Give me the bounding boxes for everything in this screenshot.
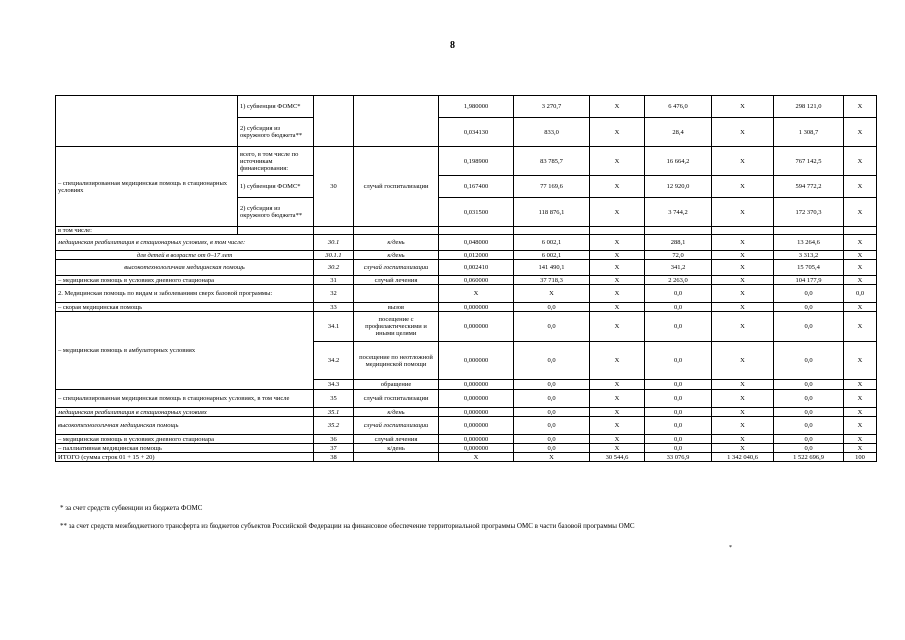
value-cell: 0,0 [514, 417, 590, 435]
value-cell: 0,0 [645, 417, 712, 435]
unit-cell [354, 96, 439, 147]
table-row [56, 260, 877, 276]
value-cell: Х [712, 276, 774, 285]
value-cell: 12 920,0 [645, 176, 712, 198]
value-cell: 0,000000 [439, 444, 514, 453]
value-cell: Х [590, 147, 645, 176]
table-row [56, 417, 877, 435]
value-cell: 0,0 [774, 417, 844, 435]
empty-cell [314, 227, 354, 235]
value-cell: Х [712, 147, 774, 176]
value-cell: 13 264,6 [774, 235, 844, 251]
category-cell: 2. Медицинская помощь по видам и заболеваниям сверх базовой программы: [56, 285, 314, 303]
category-cell: ИТОГО (сумма строк 01 + 15 + 20) [56, 453, 314, 462]
value-cell: Х [712, 312, 774, 342]
value-cell: Х [712, 260, 774, 276]
value-cell: Х [844, 147, 877, 176]
value-cell: 0,002410 [439, 260, 514, 276]
empty-cell [774, 227, 844, 235]
row-number-cell: 36 [314, 435, 354, 444]
unit-cell [354, 453, 439, 462]
value-cell: 0,031500 [439, 198, 514, 227]
value-cell: 15 705,4 [774, 260, 844, 276]
value-cell: 0,0 [645, 285, 712, 303]
value-cell: Х [712, 251, 774, 260]
value-cell: Х [712, 342, 774, 380]
value-cell: Х [712, 417, 774, 435]
value-cell: Х [844, 176, 877, 198]
value-cell: 3 270,7 [514, 96, 590, 118]
value-cell: 83 785,7 [514, 147, 590, 176]
value-cell: 767 142,5 [774, 147, 844, 176]
category-cell [56, 96, 238, 147]
value-cell: 0,0 [645, 303, 712, 312]
value-cell: Х [844, 417, 877, 435]
value-cell: Х [590, 303, 645, 312]
value-cell: Х [514, 285, 590, 303]
value-cell: 3 313,2 [774, 251, 844, 260]
value-cell: Х [590, 251, 645, 260]
value-cell: Х [590, 96, 645, 118]
value-cell: 3 744,2 [645, 198, 712, 227]
value-cell: 0,0 [645, 435, 712, 444]
value-cell: 1 308,7 [774, 118, 844, 147]
value-cell: 0,048000 [439, 235, 514, 251]
value-cell: 0,0 [645, 408, 712, 417]
row-number-cell: 34.3 [314, 380, 354, 390]
category-cell: – скорая медицинская помощь [56, 303, 314, 312]
value-cell: Х [844, 276, 877, 285]
value-cell: 0,0 [774, 380, 844, 390]
value-cell: 298 121,0 [774, 96, 844, 118]
value-cell: 0,000000 [439, 417, 514, 435]
table-row [56, 312, 877, 342]
value-cell: 6 476,0 [645, 96, 712, 118]
value-cell: 37 718,3 [514, 276, 590, 285]
value-cell: 0,0 [774, 285, 844, 303]
empty-cell [645, 227, 712, 235]
table-row [56, 235, 877, 251]
value-cell: Х [590, 312, 645, 342]
value-cell: Х [590, 417, 645, 435]
value-cell: Х [844, 408, 877, 417]
value-cell: 0,0 [514, 303, 590, 312]
value-cell: Х [844, 251, 877, 260]
table-row [56, 408, 877, 417]
table-row [56, 276, 877, 285]
value-cell: 1 342 040,6 [712, 453, 774, 462]
value-cell: 0,0 [514, 312, 590, 342]
value-cell: 0,000000 [439, 435, 514, 444]
empty-cell [590, 227, 645, 235]
value-cell: 104 177,9 [774, 276, 844, 285]
value-cell: 77 169,6 [514, 176, 590, 198]
value-cell: Х [712, 380, 774, 390]
value-cell: 288,1 [645, 235, 712, 251]
value-cell: Х [590, 435, 645, 444]
value-cell: Х [844, 303, 877, 312]
value-cell: 0,0 [645, 444, 712, 453]
value-cell: 28,4 [645, 118, 712, 147]
value-cell: Х [844, 435, 877, 444]
value-cell: Х [844, 118, 877, 147]
row-number-cell: 33 [314, 303, 354, 312]
empty-cell [354, 227, 439, 235]
value-cell: 0,0 [645, 390, 712, 408]
value-cell: Х [590, 276, 645, 285]
value-cell: Х [844, 390, 877, 408]
value-cell: 0,0 [774, 342, 844, 380]
table-row [56, 147, 877, 176]
value-cell: Х [712, 408, 774, 417]
unit-cell: к/день [354, 408, 439, 417]
value-cell: 0,0 [844, 285, 877, 303]
unit-cell: к/день [354, 235, 439, 251]
footnote: * за счет средств субвенции из бюджета ФОМС [60, 504, 203, 512]
stray-mark: * [729, 545, 732, 551]
category-cell: – медицинская помощь в условиях дневного стационара [56, 276, 314, 285]
value-cell: 0,012000 [439, 251, 514, 260]
row-number-cell: 34.2 [314, 342, 354, 380]
row-number-cell: 37 [314, 444, 354, 453]
value-cell: Х [844, 96, 877, 118]
value-cell: Х [439, 285, 514, 303]
value-cell: Х [712, 285, 774, 303]
value-cell: Х [844, 444, 877, 453]
row-number-cell: 35 [314, 390, 354, 408]
unit-cell: посещение по неотложной медицинской помощи [354, 342, 439, 380]
category-cell: для детей в возрасте от 0–17 лет [56, 251, 314, 260]
row-number-cell: 30.2 [314, 260, 354, 276]
value-cell: 0,0 [645, 380, 712, 390]
row-number-cell [314, 96, 354, 147]
value-cell: 6 002,1 [514, 235, 590, 251]
source-cell: 1) субвенция ФОМС* [238, 96, 314, 118]
category-cell: высокотехнологичная медицинская помощь [56, 260, 314, 276]
value-cell: 0,060000 [439, 276, 514, 285]
value-cell: 0,0 [514, 380, 590, 390]
value-cell: Х [590, 235, 645, 251]
value-cell: 833,0 [514, 118, 590, 147]
value-cell: Х [590, 285, 645, 303]
unit-cell: случай госпитализации [354, 390, 439, 408]
value-cell: 0,000000 [439, 380, 514, 390]
category-cell: медицинская реабилитация в стационарных условиях [56, 408, 314, 417]
value-cell: Х [514, 453, 590, 462]
value-cell: 1 522 696,9 [774, 453, 844, 462]
value-cell: Х [844, 312, 877, 342]
source-cell: 2) субсидия из окружного бюджета** [238, 118, 314, 147]
category-cell: – специализированная медицинская помощь в стационарных условиях [56, 147, 238, 227]
value-cell: Х [590, 342, 645, 380]
value-cell: Х [712, 435, 774, 444]
source-cell: всего, в том числе по источникам финансирования: [238, 147, 314, 176]
category-cell: – паллиативная медицинская помощь [56, 444, 314, 453]
value-cell: Х [712, 390, 774, 408]
value-cell: Х [844, 342, 877, 380]
value-cell: Х [590, 198, 645, 227]
category-cell: – медицинская помощь в амбулаторных условиях [56, 312, 314, 390]
value-cell: 1,980000 [439, 96, 514, 118]
category-cell: медицинская реабилитация в стационарных условиях, в том числе: [56, 235, 314, 251]
value-cell: Х [712, 235, 774, 251]
value-cell: Х [844, 235, 877, 251]
table-row [56, 435, 877, 444]
unit-cell: случай госпитализации [354, 417, 439, 435]
value-cell: Х [590, 176, 645, 198]
empty-cell [844, 227, 877, 235]
value-cell: 0,000000 [439, 390, 514, 408]
table-row [56, 251, 877, 260]
row-number-cell: 35.1 [314, 408, 354, 417]
value-cell: Х [844, 260, 877, 276]
category-cell: – специализированная медицинская помощь в стационарных условиях, в том числе [56, 390, 314, 408]
category-cell: высокотехнологичная медицинская помощь [56, 417, 314, 435]
value-cell: 6 002,1 [514, 251, 590, 260]
value-cell: Х [439, 453, 514, 462]
unit-cell: случай госпитализации [354, 147, 439, 227]
value-cell: 0,0 [774, 435, 844, 444]
empty-cell [514, 227, 590, 235]
table-row [56, 96, 877, 118]
unit-cell: случай госпитализации [354, 260, 439, 276]
value-cell: Х [712, 444, 774, 453]
value-cell: Х [712, 176, 774, 198]
value-cell: 0,0 [774, 303, 844, 312]
value-cell: 30 544,6 [590, 453, 645, 462]
unit-cell [354, 285, 439, 303]
value-cell: Х [590, 260, 645, 276]
value-cell: Х [590, 118, 645, 147]
row-number-cell: 34.1 [314, 312, 354, 342]
value-cell: 0,0 [514, 390, 590, 408]
value-cell: 0,0 [774, 444, 844, 453]
row-number-cell: 35.2 [314, 417, 354, 435]
footnote: ** за счет средств межбюджетного трансферта из бюджетов субъектов Российской Федерации на финансовое обеспечение территориальной программы ОМС в части базовой программы ОМС [60, 522, 635, 530]
empty-cell [439, 227, 514, 235]
value-cell: Х [712, 303, 774, 312]
value-cell: 0,0 [514, 408, 590, 417]
unit-cell: случай лечения [354, 276, 439, 285]
value-cell: 594 772,2 [774, 176, 844, 198]
value-cell: 0,167400 [439, 176, 514, 198]
row-number-cell: 32 [314, 285, 354, 303]
value-cell: 141 490,1 [514, 260, 590, 276]
value-cell: 172 370,3 [774, 198, 844, 227]
value-cell: 0,000000 [439, 312, 514, 342]
unit-cell: случай лечения [354, 435, 439, 444]
value-cell: Х [712, 96, 774, 118]
source-cell: 2) субсидия из окружного бюджета** [238, 198, 314, 227]
value-cell: Х [712, 118, 774, 147]
value-cell: Х [590, 444, 645, 453]
value-cell: 16 664,2 [645, 147, 712, 176]
unit-cell: к/день [354, 444, 439, 453]
value-cell: 0,0 [774, 312, 844, 342]
value-cell: Х [590, 380, 645, 390]
unit-cell: посещение с профилактическими и иными целями [354, 312, 439, 342]
value-cell: 0,000000 [439, 342, 514, 380]
row-number-cell: 31 [314, 276, 354, 285]
category-cell: в том числе: [56, 227, 238, 235]
value-cell: 118 876,1 [514, 198, 590, 227]
value-cell: 0,0 [774, 408, 844, 417]
row-number-cell: 30.1 [314, 235, 354, 251]
unit-cell: вызов [354, 303, 439, 312]
category-cell: – медицинская помощь в условиях дневного стационара [56, 435, 314, 444]
value-cell: 0,0 [645, 312, 712, 342]
table-row [56, 303, 877, 312]
value-cell: 341,2 [645, 260, 712, 276]
table-row [56, 285, 877, 303]
value-cell: 100 [844, 453, 877, 462]
row-number-cell: 30 [314, 147, 354, 227]
value-cell: 0,000000 [439, 303, 514, 312]
empty-cell [238, 227, 314, 235]
table-row [56, 227, 877, 235]
unit-cell: к/день [354, 251, 439, 260]
row-number-cell: 38 [314, 453, 354, 462]
value-cell: Х [844, 380, 877, 390]
value-cell: 0,0 [774, 390, 844, 408]
value-cell: 72,0 [645, 251, 712, 260]
value-cell: Х [844, 198, 877, 227]
value-cell: 33 076,9 [645, 453, 712, 462]
financing-table [55, 95, 877, 462]
value-cell: 0,034130 [439, 118, 514, 147]
table-row [56, 390, 877, 408]
empty-cell [712, 227, 774, 235]
unit-cell: обращение [354, 380, 439, 390]
value-cell: 0,0 [514, 444, 590, 453]
value-cell: 0,0 [514, 435, 590, 444]
value-cell: 0,0 [514, 342, 590, 380]
value-cell: 0,000000 [439, 408, 514, 417]
value-cell: Х [590, 390, 645, 408]
value-cell: 0,198900 [439, 147, 514, 176]
value-cell: Х [590, 408, 645, 417]
value-cell: 2 263,0 [645, 276, 712, 285]
value-cell: 0,0 [645, 342, 712, 380]
source-cell: 1) субвенция ФОМС* [238, 176, 314, 198]
row-number-cell: 30.1.1 [314, 251, 354, 260]
total-row [56, 453, 877, 462]
table-row [56, 444, 877, 453]
page-number: 8 [450, 40, 455, 51]
value-cell: Х [712, 198, 774, 227]
